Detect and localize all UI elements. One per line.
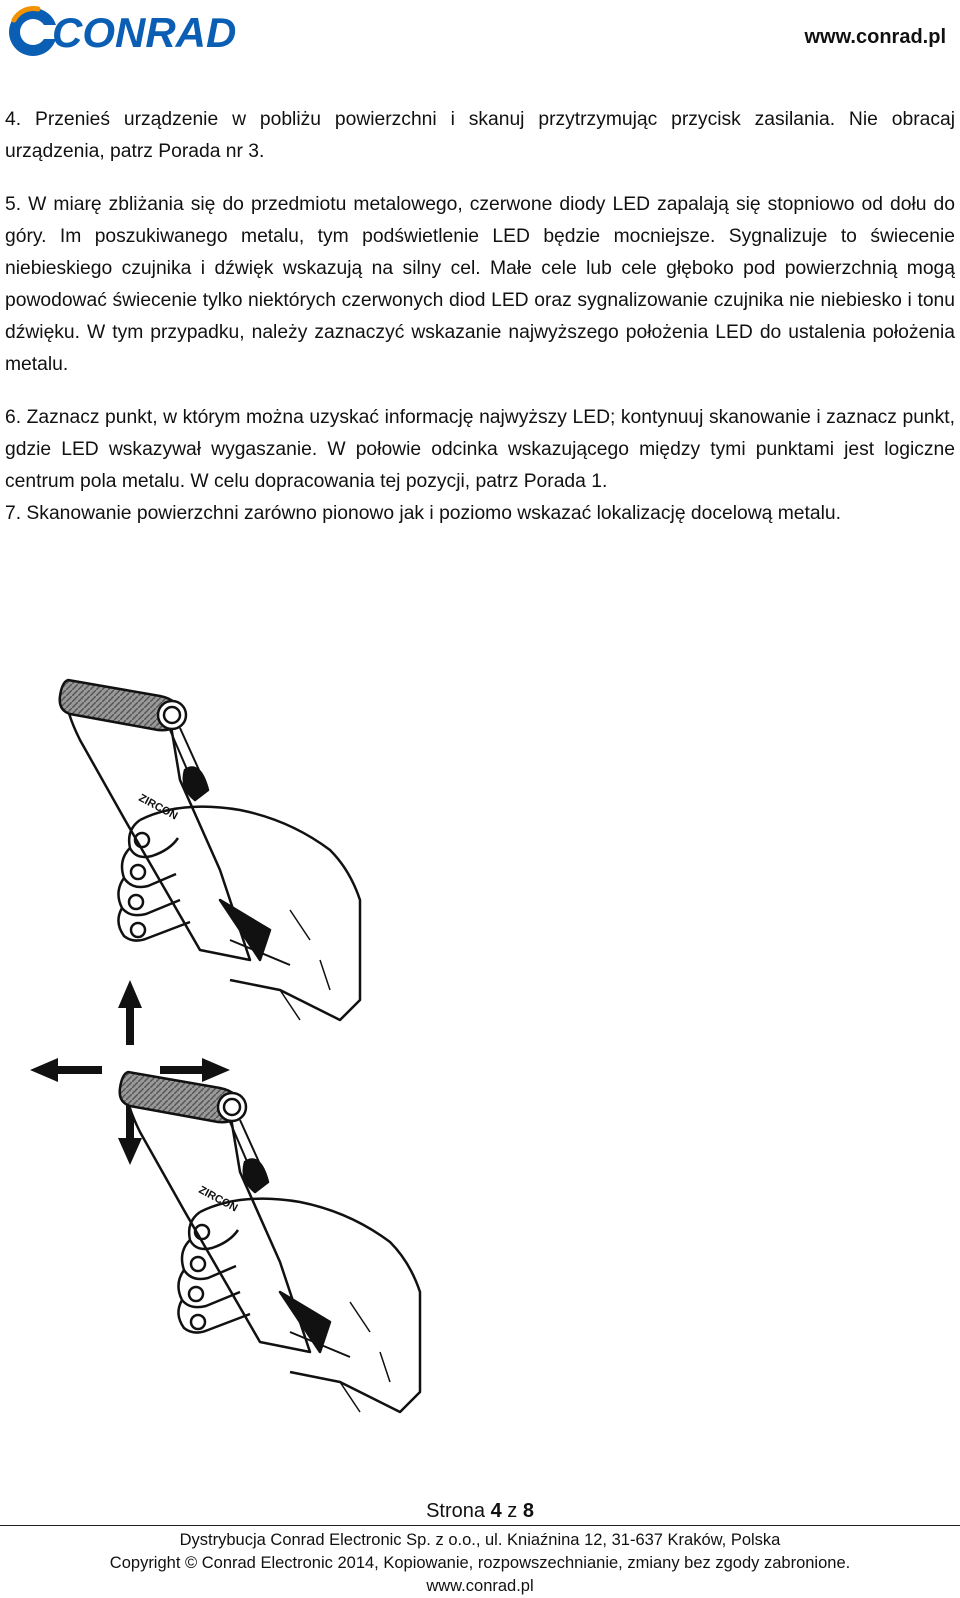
instructions-body [5,104,955,551]
device-label-lower: ZIRCON [196,1184,240,1215]
upper-hand-device-figure [60,680,360,1020]
page-number-current: 4 [490,1500,502,1522]
footer [0,1529,960,1598]
footer-url[interactable]: www.conrad.pl [426,1577,534,1595]
arrow-up-icon [118,980,142,1045]
footer-address: Dystrybucja Conrad Electronic Sp. z o.o., ul. Kniaźnina 12, 31-637 Kraków, Polska [179,1531,781,1549]
lower-hand-device-figure [120,1072,420,1412]
page-number-prefix: Strona [426,1500,485,1522]
conrad-logo [4,2,237,60]
instruction-step-6: 6. Zaznacz punkt, w którym można uzyskać informację najwyższy LED; kontynuuj skanowanie i zaznacz punkt, gdzie LED wskazywał wygaszanie. W połowie odcinka wskazującego między tymi punktami jest logiczne centrum pola metalu. W celu dopracowania tej pozycji, patrz Porada 1. [5,407,955,492]
arrow-left-icon [30,1058,102,1082]
instruction-step-5: 5. W miarę zbliżania się do przedmiotu metalowego, czerwone diody LED zapalają się stopniowo od dołu do góry. Im poszukiwanego metalu, tym podświetlenie LED będzie mocniejsze. Sygnalizuje to świecenie niebieskiego czujnika i dźwięk wskazują na silny cel. Małe cele lub cele głęboko pod powierzchnią mogą powodować świecenie tylko niektórych czerwonych diod LED oraz sygnalizowanie czujnika nie niebiesko i tonu dźwięku. W tym przypadku, należy zaznaczyć wskazanie najwyższego położenia LED do ustalenia położenia metalu. [5,194,955,375]
logo-wordmark: CONRAD [52,9,237,56]
page-number-total: 8 [522,1500,534,1522]
footer-copyright: Copyright © Conrad Electronic 2014, Kopiowanie, rozpowszechnianie, zmiany bez zgody zabronione. [109,1554,851,1572]
instruction-step-7: 7. Skanowanie powierzchni zarówno pionowo jak i poziomo wskazać lokalizację docelową metalu. [5,503,841,524]
scanning-illustration [30,660,450,1450]
footer-divider [0,1525,960,1526]
instruction-step-4: 4. Przenieś urządzenie w pobliżu powierzchni i skanuj przytrzymując przycisk zasilania. Nie obracaj urządzenia, patrz Porada nr 3. [5,109,955,162]
device-label-upper: ZIRCON [136,792,180,823]
page-number-separator: z [507,1500,518,1522]
page-number [0,1500,960,1523]
header-url[interactable]: www.conrad.pl [804,26,946,48]
